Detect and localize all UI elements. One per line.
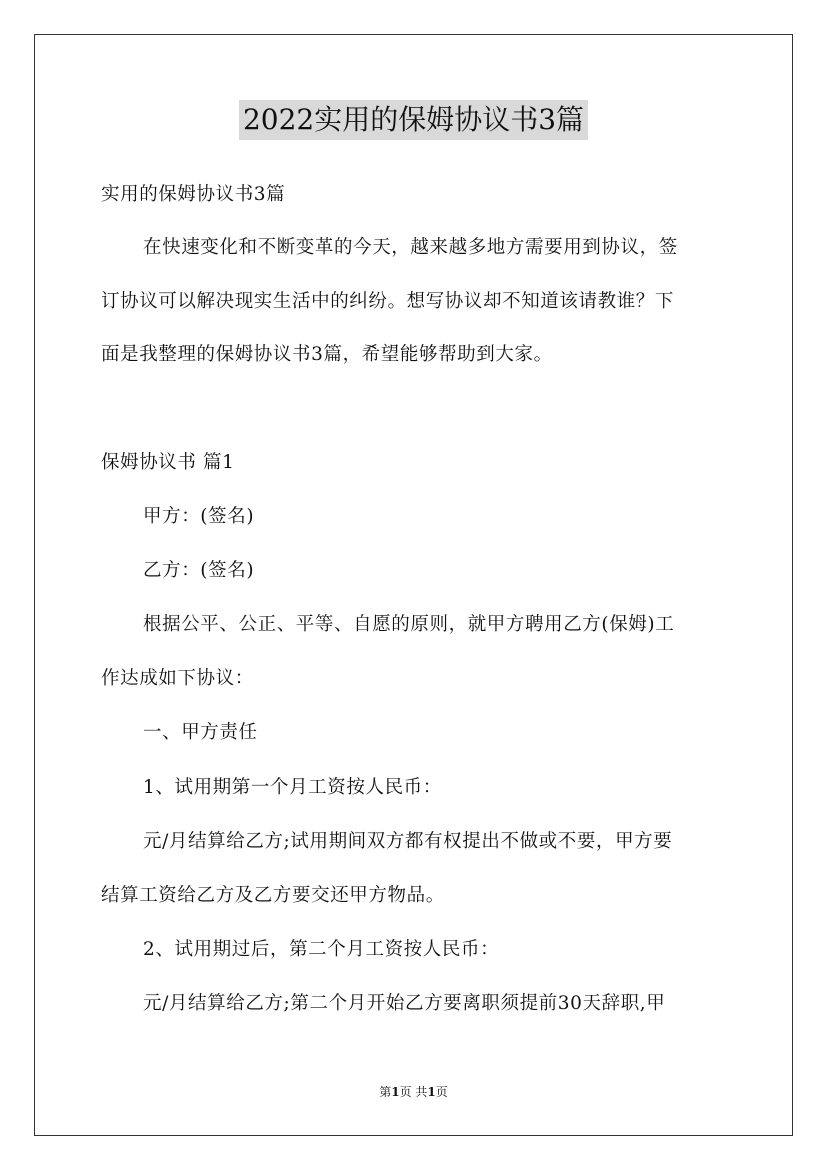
basis-line-1: 根据公平、公正、平等、自愿的原则，就甲方聘用乙方(保姆)工 (143, 614, 675, 635)
party-b-line: 乙方：(签名) (143, 560, 255, 581)
party-a-line: 甲方：(签名) (143, 506, 255, 527)
intro-line-3: 面是我整理的保姆协议书3篇，希望能够帮助到大家。 (101, 344, 553, 365)
intro-line-1: 在快速变化和不断变革的今天，越来越多地方需要用到协议，签 (143, 237, 678, 258)
item-2: 2、试用期过后，第二个月工资按人民币： (143, 939, 500, 960)
footer-page-total: 1 (427, 1085, 436, 1099)
footer-prefix: 第 (379, 1085, 392, 1099)
clause-heading: 一、甲方责任 (143, 722, 258, 743)
item-2-detail-line-1: 元/月结算给乙方;第二个月开始乙方要离职须提前30天辞职,甲 (143, 993, 666, 1014)
subtitle: 实用的保姆协议书3篇 (101, 184, 286, 205)
section-heading: 保姆协议书 篇1 (101, 452, 235, 473)
intro-line-2: 订协议可以解决现实生活中的纠纷。想写协议却不知道该请教谁？下 (101, 291, 675, 312)
basis-line-2: 作达成如下协议： (101, 668, 254, 689)
footer-suffix: 页 (435, 1085, 448, 1099)
page-footer (0, 1084, 827, 1100)
footer-page-number: 1 (391, 1085, 400, 1099)
document-title: 2022实用的保姆协议书3篇 (239, 100, 588, 140)
item-1: 1、试用期第一个月工资按人民币： (143, 777, 442, 798)
title-container (0, 100, 827, 140)
item-1-detail-line-2: 结算工资给乙方及乙方要交还甲方物品。 (101, 885, 445, 906)
footer-mid: 页 共 (399, 1085, 428, 1099)
item-1-detail-line-1: 元/月结算给乙方;试用期间双方都有权提出不做或不要，甲方要 (143, 831, 673, 852)
